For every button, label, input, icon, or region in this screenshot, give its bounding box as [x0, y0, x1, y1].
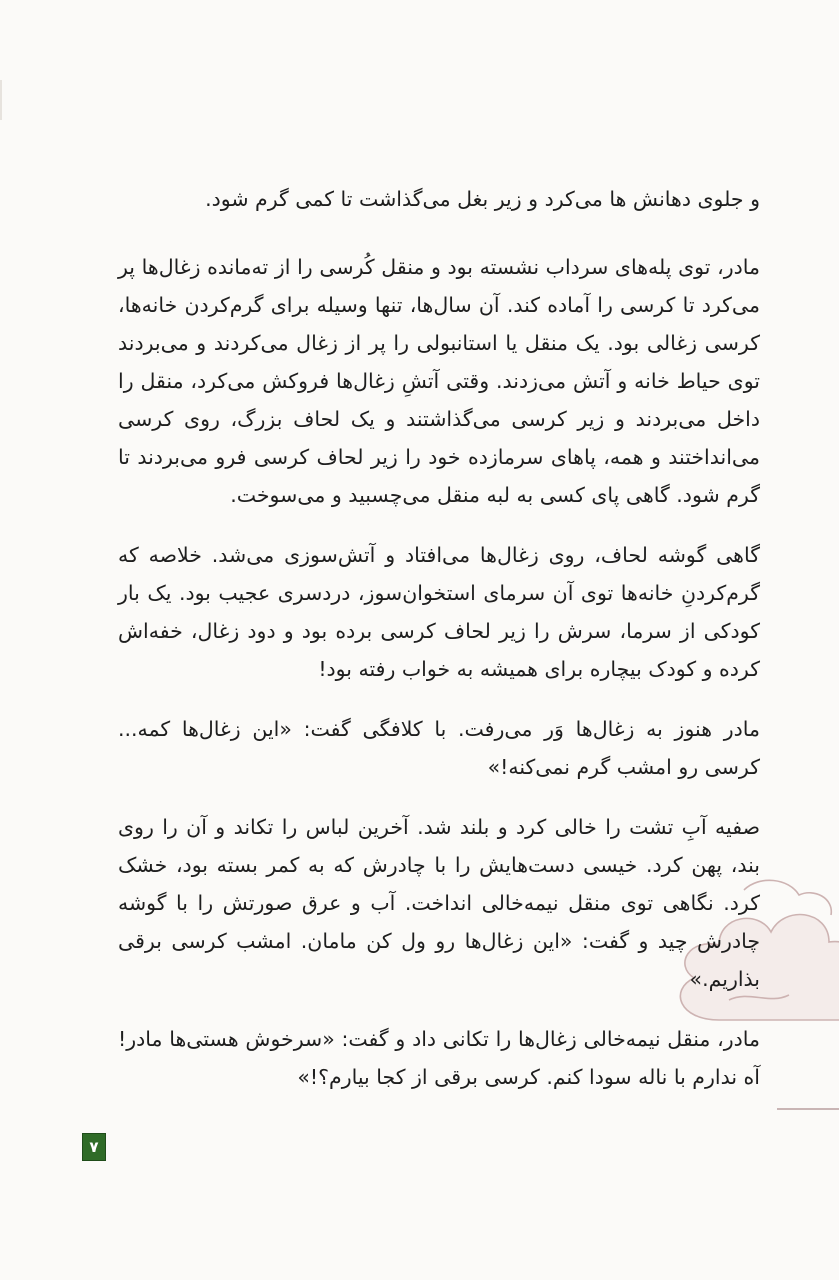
paragraph: صفیه آبِ تشت را خالی کرد و بلند شد. آخرین لباس را تکاند و آن را روی بند، پهن کرد. خیسی دست‌هایش را با چادرش که به کمر بسته بود، خشک کرد. نگاهی توی منقل نیمه‌خالی انداخت. آب و عرق صورتش را با گوشه چادرش چید و گفت: «این زغال‌ها رو ول کن مامان. امشب کرسی برقی بذاریم.»: [118, 815, 760, 991]
paragraph: مادر، توی پله‌های سرداب نشسته بود و منقل کُرسی را از ته‌مانده زغال‌ها پر می‌کرد تا کرسی را آماده کند. آن سال‌ها، تنها وسیله برای گرم‌کردن خانه‌ها، کرسی زغالی بود. یک منقل یا استانبولی را پر از زغال می‌کردند و می‌بردند توی حیاط خانه و آتش می‌زدند. وقتی آتشِ زغال‌ها فروکش می‌کرد، منقل را داخل می‌بردند و زیر کرسی می‌گذاشتند و یک لحاف بزرگ، روی کرسی می‌انداختند و همه، پاهای سرمازده خود را زیر لحاف کرسی فرو می‌بردند تا گرم شود. گاهی پای کسی به لبه منقل می‌چسبید و می‌سوخت.: [118, 255, 760, 507]
paragraph: و جلوی دهانش ها می‌کرد و زیر بغل می‌گذاشت تا کمی گرم شود.: [205, 187, 760, 211]
paragraph: گاهی گوشه لحاف، روی زغال‌ها می‌افتاد و آتش‌سوزی می‌شد. خلاصه که گرم‌کردنِ خانه‌ها توی آن سرمای استخوان‌سوز، دردسری عجیب بود. یک بار کودکی از سرما، سرش را زیر لحاف کرسی برده بود و دود زغال، خفه‌اش کرده و کودک بیچاره برای همیشه به خواب رفته بود!: [118, 543, 760, 681]
paragraph: مادر هنوز به زغال‌ها وَر می‌رفت. با کلافگی گفت: «این زغال‌ها کمه... کرسی رو امشب گرم نمی‌کنه!»: [118, 717, 760, 779]
decorative-rule: [777, 1108, 839, 1110]
edge-mark: [0, 80, 2, 120]
page-number: ۷: [82, 1133, 106, 1161]
body-text: [118, 180, 760, 1118]
paragraph: مادر، منقل نیمه‌خالی زغال‌ها را تکانی داد و گفت: «سرخوش هستی‌ها مادر! آه ندارم با ناله سودا کنم. کرسی برقی از کجا بیارم؟!»: [118, 1027, 760, 1089]
